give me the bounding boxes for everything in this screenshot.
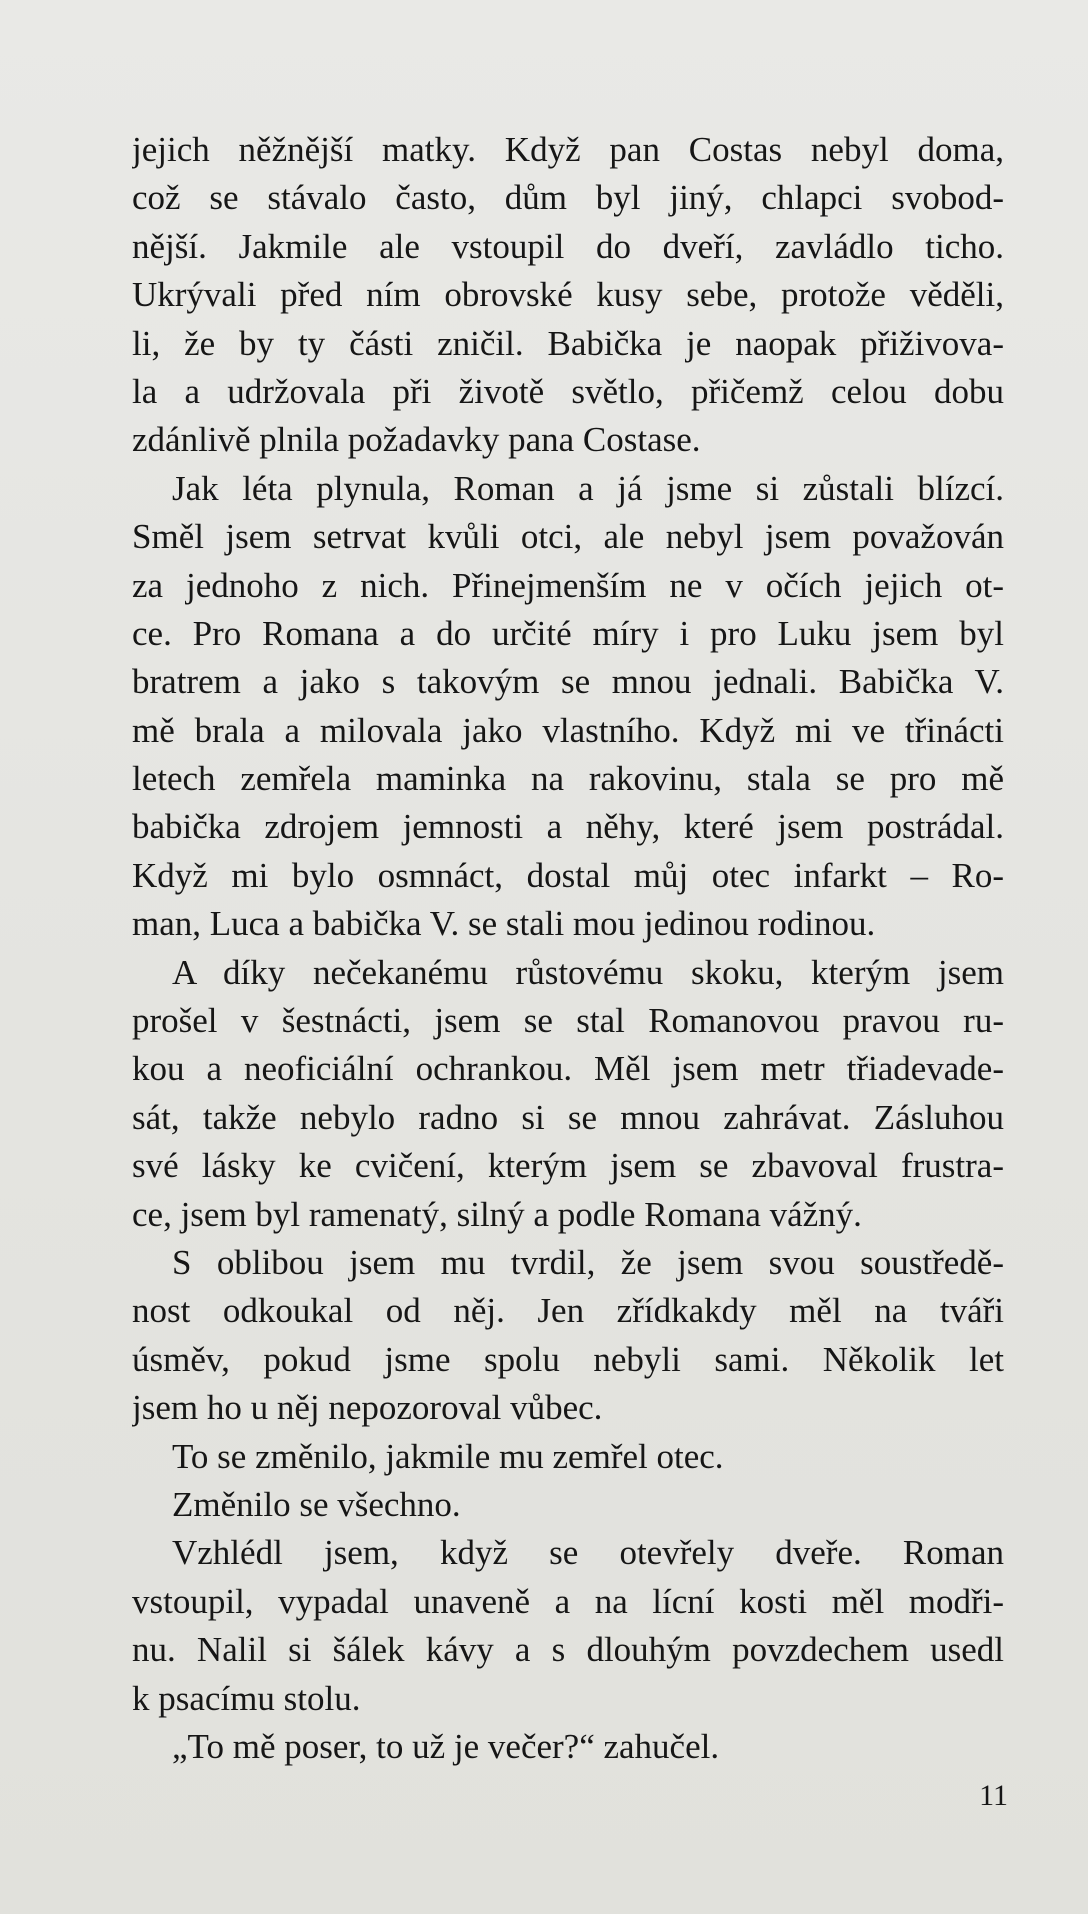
text-line: Jak léta plynula, Roman a já jsme si zůstali blízcí. — [172, 468, 1004, 508]
text-line: To se změnilo, jakmile mu zemřel otec. — [172, 1436, 724, 1476]
text-line: la a udržovala při životě světlo, přičemž celou dobu — [132, 371, 1004, 411]
text-line: za jednoho z nich. Přinejmenším ne v očích jejich ot- — [132, 565, 1004, 605]
text-line: Směl jsem setrvat kvůli otci, ale nebyl jsem považován — [132, 517, 1004, 557]
text-line: bratrem a jako s takovým se mnou jednali. Babička V. — [132, 662, 1004, 702]
text-line: letech zemřela maminka na rakovinu, stala se pro mě — [132, 759, 1004, 799]
text-line: Ukrývali před ním obrovské kusy sebe, protože věděli, — [132, 275, 1004, 315]
text-line: li, že by ty části zničil. Babička je naopak přiživova- — [132, 323, 1004, 363]
text-line: S oblibou jsem mu tvrdil, že jsem svou soustředě- — [172, 1242, 1004, 1282]
text-line: Když mi bylo osmnáct, dostal můj otec infarkt – Ro- — [132, 855, 1004, 895]
text-line: nost odkoukal od něj. Jen zřídkakdy měl na tváři — [132, 1291, 1004, 1331]
text-line: Vzhlédl jsem, když se otevřely dveře. Roman — [172, 1533, 1004, 1573]
text-line: úsměv, pokud jsme spolu nebyli sami. Několik let — [132, 1339, 1004, 1379]
text-line: vstoupil, vypadal unaveně a na lícní kosti měl modři- — [132, 1581, 1004, 1621]
text-line: zdánlivě plnila požadavky pana Costase. — [132, 420, 701, 460]
text-line: sát, takže nebylo radno si se mnou zahrávat. Zásluhou — [132, 1097, 1004, 1137]
page-number: 11 — [979, 1779, 1008, 1812]
text-line: nější. Jakmile ale vstoupil do dveří, zavládlo ticho. — [132, 226, 1004, 266]
text-line: „To mě poser, to už je večer?“ zahučel. — [172, 1726, 720, 1766]
text-line: jsem ho u něj nepozoroval vůbec. — [132, 1388, 603, 1428]
text-line: své lásky ke cvičení, kterým jsem se zbavoval frustra- — [132, 1146, 1004, 1186]
text-line: jejich něžnější matky. Když pan Costas nebyl doma, — [132, 130, 1004, 169]
text-line: prošel v šestnácti, jsem se stal Romanovou pravou ru- — [132, 1001, 1004, 1041]
text-line: ce, jsem byl ramenatý, silný a podle Romana vážný. — [132, 1194, 862, 1234]
text-line: Změnilo se všechno. — [172, 1484, 461, 1524]
text-line: babička zdrojem jemnosti a něhy, které jsem postrádal. — [132, 807, 1004, 847]
text-line: kou a neoficiální ochrankou. Měl jsem metr třiadevade- — [132, 1049, 1004, 1089]
body-text — [132, 126, 1004, 1771]
text-line: nu. Nalil si šálek kávy a s dlouhým povzdechem usedl — [132, 1630, 1004, 1670]
text-line: k psacímu stolu. — [132, 1678, 361, 1718]
text-line: což se stávalo často, dům byl jiný, chlapci svobod- — [132, 178, 1004, 218]
text-line: A díky nečekanému růstovému skoku, kterým jsem — [172, 952, 1004, 992]
text-line: mě brala a milovala jako vlastního. Když mi ve třinácti — [132, 710, 1004, 750]
text-line: ce. Pro Romana a do určité míry i pro Luku jsem byl — [132, 613, 1004, 653]
text-line: man, Luca a babička V. se stali mou jedinou rodinou. — [132, 904, 876, 944]
